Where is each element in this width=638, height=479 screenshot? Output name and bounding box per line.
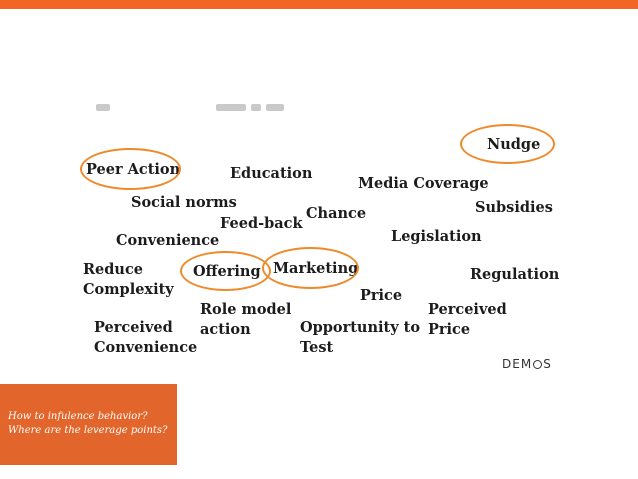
word-convenience: Convenience (116, 232, 220, 249)
word-reduce: Reduce (83, 261, 144, 278)
word-complexity: Complexity (83, 281, 174, 298)
word-action: action (200, 321, 251, 338)
word-peer-action: Peer Action (86, 161, 181, 178)
highlight-ring-offering (180, 251, 271, 291)
word-nudge: Nudge (487, 136, 541, 153)
highlight-ring-peer-action (80, 148, 181, 190)
cropped-text-fragment (96, 104, 306, 122)
word-test: Test (300, 339, 334, 356)
top-accent-bar (0, 0, 638, 9)
word-opportunity: Opportunity to (300, 319, 421, 336)
word-legislation: Legislation (391, 228, 482, 245)
word-media-coverage: Media Coverage (358, 175, 489, 192)
demos-logo: DEM S (502, 357, 552, 371)
word-marketing: Marketing (273, 260, 359, 277)
word-role-model: Role model (200, 301, 292, 318)
word-perceived-right: Perceived (428, 301, 507, 318)
word-perceived-left: Perceived (94, 319, 173, 336)
logo-circle-icon (533, 360, 542, 369)
word-education: Education (230, 165, 313, 182)
word-social-norms: Social norms (131, 194, 237, 211)
highlight-ring-nudge (460, 124, 555, 164)
caption-line-2: Where are the leverage points? (8, 425, 168, 436)
word-offering: Offering (193, 263, 261, 280)
word-subsidies: Subsidies (475, 199, 553, 216)
word-feed-back: Feed-back (220, 215, 303, 232)
highlight-ring-marketing (262, 247, 359, 289)
caption-line-1: How to infulence behavior? (8, 411, 148, 422)
word-price: Price (360, 287, 403, 304)
word-regulation: Regulation (470, 266, 560, 283)
word-chance: Chance (306, 205, 367, 222)
word-convenience-2: Convenience (94, 339, 198, 356)
word-price-2: Price (428, 321, 471, 338)
caption-box (0, 384, 177, 465)
